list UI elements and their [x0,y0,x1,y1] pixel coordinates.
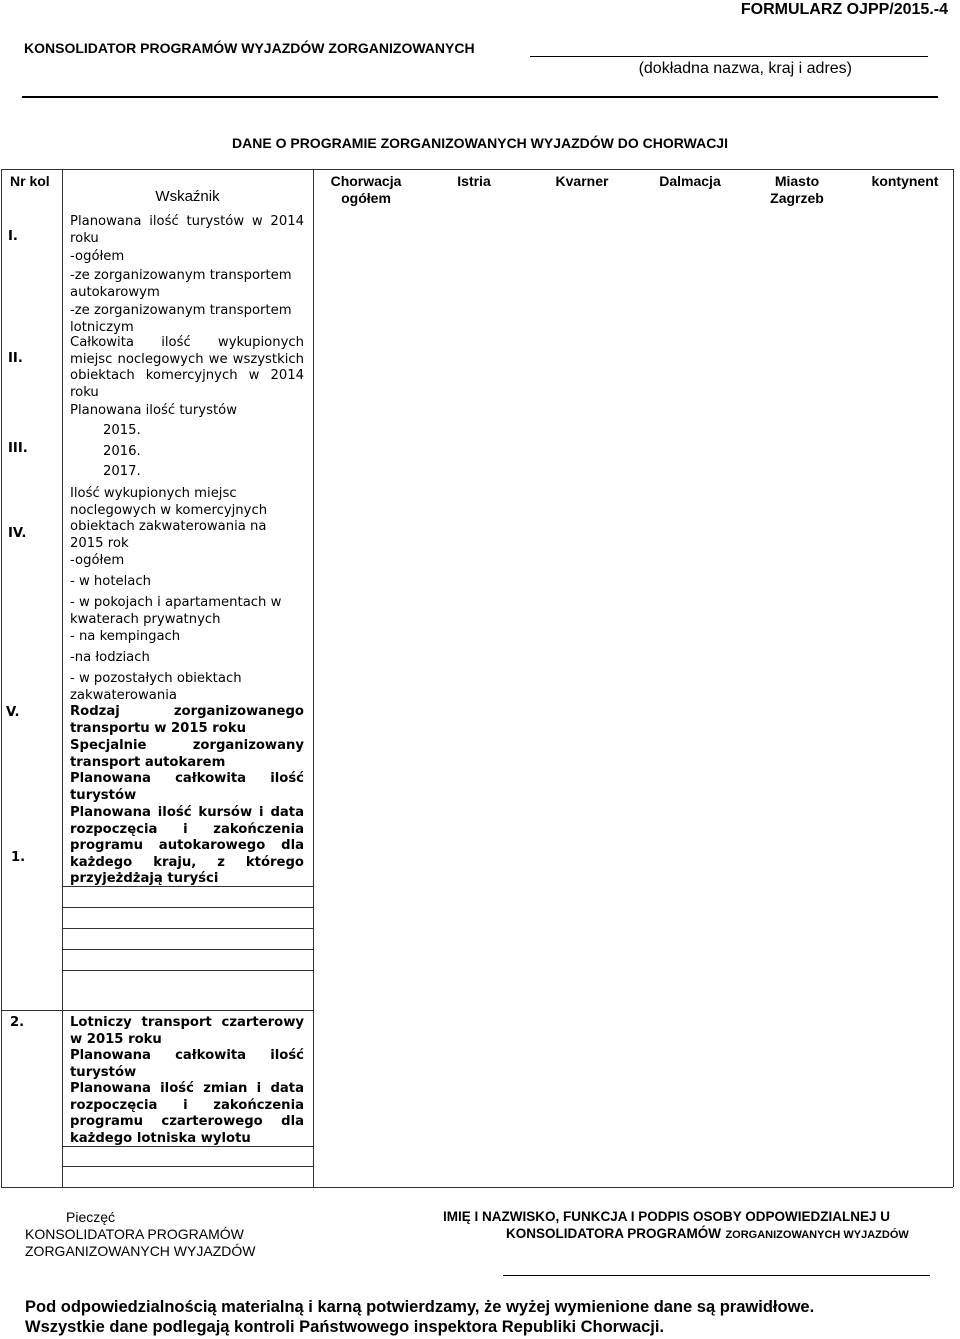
col-header-wskaznik: Wskaźnik [155,188,220,205]
form-id: FORMULARZ OJPP/2015.-4 [740,1,948,18]
row-number-IV: IV. [8,526,27,541]
signature-label-2: KONSOLIDATORA PROGRAMÓW ZORGANIZOWANYCH WYJAZDÓW [506,1226,909,1241]
indicator-IV-private: - w pokojach i apartamentach w kwaterach prywatnych [70,595,282,627]
indicator-V2-rotations: Planowana ilość zmian i data rozpoczęcia i zakończenia programu czarterowego dla każdego lotniska wylotu [70,1081,304,1146]
indicator-I-title: Planowana ilość turystów w 2014 roku [70,214,304,246]
col-header-nr: Nr kol [10,173,50,189]
row-number-II: II. [8,351,23,366]
indicator-III-title: Planowana ilość turystów [70,403,237,418]
col-header-chorwacja: Chorwacja ogółem [330,173,402,206]
indicator-V1-trips: Planowana ilość kursów i data rozpoczęcia i zakończenia programu autokarowego dla każdego kraju, z którego przyjeżdżają turyści [70,805,304,886]
indicator-II-title: Całkowita ilość wykupionych miejsc noclegowych we wszystkich obiektach komercyjnych w 2014 roku [70,335,304,400]
stamp-label-3: ZORGANIZOWANYCH WYJAZDÓW [25,1243,256,1259]
indicator-IV-title: Ilość wykupionych miejsc noclegowych w komercyjnych obiektach zakwaterowania na 2015 rok [70,486,268,551]
indicator-IV-camping: - na kempingach [70,629,181,644]
col-header-kvarner: Kvarner [555,173,609,189]
header-rule [22,96,938,98]
address-hint: (dokładna nazwa, kraj i adres) [638,60,852,77]
indicator-IV-total: -ogółem [70,553,125,568]
row-number-2: 2. [10,1015,25,1030]
stamp-label-2: KONSOLIDATORA PROGRAMÓW [25,1226,244,1242]
consolidator-label: KONSOLIDATOR PROGRAMÓW WYJAZDÓW ZORGANIZOWANYCH [24,40,475,56]
declaration-line-1: Pod odpowiedzialnością materialną i karną potwierdzamy, że wyżej wymienione dane są prawidłowe. [25,1298,815,1316]
row-number-I: I. [8,229,18,244]
indicator-I-air: -ze zorganizowanym transportem lotniczym [70,303,292,335]
indicator-IV-other: - w pozostałych obiektach zakwaterowania [70,671,242,703]
indicator-I-total: -ogółem [70,249,125,264]
stamp-label-1: Pieczęć [66,1209,116,1225]
section-title: DANE O PROGRAMIE ZORGANIZOWANYCH WYJAZDÓW DO CHORWACJI [232,135,728,151]
col-header-istria: Istria [457,173,491,189]
indicator-I-coach: -ze zorganizowanym transportem autokarowym [70,268,292,300]
row-number-V: V. [6,705,20,720]
consolidator-name-line[interactable] [530,56,928,57]
row-number-III: III. [8,441,28,456]
indicator-IV-boats: -na łodziach [70,650,150,665]
col-header-dalmacja: Dalmacja [659,173,721,189]
indicator-V2-title: Lotniczy transport czarterowy w 2015 roku [70,1015,304,1047]
indicator-IV-hotels: - w hotelach [70,574,151,589]
indicator-V2-tourists: Planowana całkowita ilość turystów [70,1048,304,1080]
row-number-1: 1. [11,850,26,865]
indicator-III-2016: 2016. [103,444,141,459]
signature-label-1: IMIĘ I NAZWISKO, FUNKCJA I PODPIS OSOBY ODPOWIEDZIALNEJ U [443,1209,891,1224]
indicator-V1-tourists: Planowana całkowita ilość turystów [70,771,304,803]
indicator-III-2015: 2015. [103,423,141,438]
signature-line[interactable] [503,1275,930,1276]
indicator-III-2017: 2017. [103,464,141,479]
declaration-line-2: Wszystkie dane podlegają kontroli Państwowego inspektora Republiki Chorwacji. [25,1318,665,1336]
col-header-kontynent: kontynent [871,173,939,189]
indicator-V1-title: Specjalnie zorganizowany transport autokarem [70,738,304,770]
col-header-zagrzeb: Miasto Zagrzeb [770,173,824,206]
indicator-V-title: Rodzaj zorganizowanego transportu w 2015 roku [70,704,304,736]
